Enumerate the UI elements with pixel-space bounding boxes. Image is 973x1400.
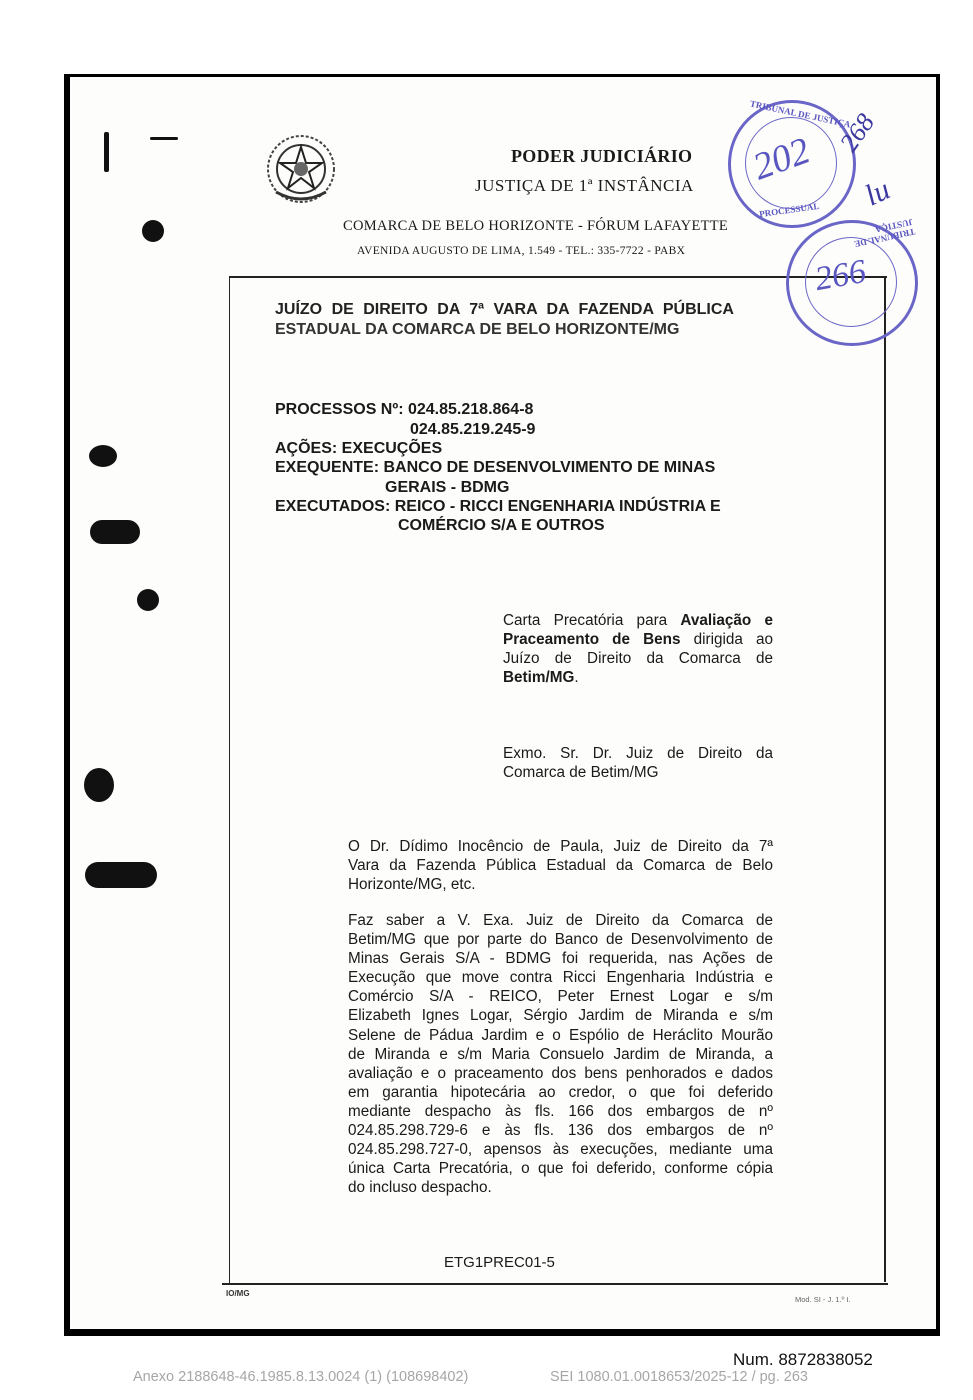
- executados-line: [275, 498, 721, 516]
- form-id-right: Mod. SI - J. 1.º I.: [795, 1295, 851, 1304]
- carta-line-2: Praceamento de Bens dirigida ao: [503, 631, 773, 649]
- paragraph-line: Horizonte/MG, etc.: [348, 876, 476, 894]
- punch-hole: [142, 220, 164, 242]
- carta-line-3: Juízo de Direito da Comarca de: [503, 650, 773, 668]
- paragraph-line: Comércio S/A - REICO, Peter Ernest Logar e s/m: [348, 988, 773, 1006]
- punch-hole: [137, 589, 159, 611]
- scan-mark: [104, 132, 109, 172]
- paragraph-line: avaliação e o praceamento dos bens penhorados e dados: [348, 1064, 773, 1082]
- paragraph-line: Betim/MG que por parte do Banco de Desenvolvimento de: [348, 931, 773, 949]
- exmo-block: [503, 744, 773, 782]
- paragraph-line: mediante despacho às fls. 166 dos embargos de nº: [348, 1102, 773, 1120]
- stamp-bottom-text: PROCESSUAL: [758, 200, 820, 220]
- exequente-name-2: GERAIS - BDMG: [385, 479, 510, 496]
- stamp-handwriting-266: 266: [812, 252, 869, 299]
- paragraph-line: do incluso despacho.: [348, 1179, 492, 1197]
- anexo-footer: Anexo 2188648-46.1985.8.13.0024 (1) (108698402): [133, 1369, 469, 1385]
- document-number: Num. 8872838052: [733, 1350, 873, 1369]
- paragraph-line: 024.85.298.727-0, apensos às execuções, mediante uma: [348, 1141, 773, 1159]
- carta-precatoria-block: [503, 611, 773, 687]
- header-justica: JUSTIÇA DE 1ª INSTÂNCIA: [475, 176, 694, 195]
- handwriting-268: 268: [834, 108, 881, 158]
- document-frame-right: [884, 276, 886, 1282]
- paragraph-line: Elizabeth Ignes Logar, Sérgio Jardim de Miranda e s/m: [348, 1007, 773, 1025]
- paragraph-line: Vara da Fazenda Pública Estadual da Comarca de Belo: [348, 857, 773, 875]
- footer-code: ETG1PREC01-5: [444, 1254, 555, 1271]
- stamp-handwriting-202: 202: [747, 129, 816, 189]
- court-stamp-bottom: [786, 216, 918, 346]
- punch-hole: [89, 445, 117, 467]
- paragraph-line: 024.85.298.729-6 e às fls. 136 dos embargos de nº: [348, 1122, 773, 1140]
- carta-line-4: Betim/MG.: [503, 669, 579, 687]
- paragraph-line: de Miranda e s/m Maria Consuelo Jardim de Miranda, a: [348, 1045, 773, 1063]
- exequente-line: [275, 459, 715, 477]
- coat-of-arms-emblem: [262, 130, 340, 208]
- document-frame-left: [229, 276, 230, 1284]
- processos-label-text: PROCESSOS Nº:: [275, 401, 404, 418]
- exmo-line-2: Comarca de Betim/MG: [503, 764, 659, 782]
- paragraph-line: Execução que move contra Ricci Engenharia Indústria e: [348, 969, 773, 987]
- acoes-line: AÇÕES: EXECUÇÕES: [275, 440, 443, 457]
- paragraph-line: O Dr. Dídimo Inocêncio de Paula, Juiz de Direito da 7ª: [348, 838, 773, 855]
- carta-line-1: Carta Precatória para Avaliação e: [503, 612, 773, 629]
- processo-num-1: 024.85.218.864-8: [407, 401, 534, 418]
- document-frame-bottom: [222, 1283, 888, 1285]
- paragraph-faz-saber: [348, 911, 773, 1197]
- sei-footer: SEI 1080.01.0018653/2025-12 / pg. 263: [550, 1369, 808, 1385]
- exmo-line-1: Exmo. Sr. Dr. Juiz de Direito da: [503, 745, 773, 762]
- form-id-left: IO/MG: [226, 1289, 250, 1298]
- punch-hole: [90, 520, 140, 544]
- exequente-label: EXEQUENTE:: [275, 459, 380, 476]
- court-stamp-top: [728, 100, 856, 228]
- punch-hole: [84, 768, 114, 802]
- executados-label: EXECUTADOS:: [275, 498, 391, 515]
- handwriting-initials: lu: [859, 172, 896, 213]
- punch-hole: [85, 862, 157, 888]
- paragraph-line: em garantia hipotecária ao credor, o que foi deferido: [348, 1083, 773, 1101]
- stamp-top-text-2: TRIBUNAL DE JUSTIÇA: [853, 216, 916, 250]
- juizo-line-2: ESTADUAL DA COMARCA DE BELO HORIZONTE/MG: [275, 321, 680, 338]
- scan-mark: [150, 137, 178, 140]
- paragraph-line: Selene de Pádua Jardim e o Espólio de Heráclito Mourão: [348, 1026, 773, 1044]
- paragraph-line: Minas Gerais S/A - BDMG foi requerida, nas Ações de: [348, 950, 773, 968]
- executados-name-1: REICO - RICCI ENGENHARIA INDÚSTRIA E: [394, 498, 721, 515]
- header-endereco: AVENIDA AUGUSTO DE LIMA, 1.549 - TEL.: 335-7722 - PABX: [357, 245, 686, 257]
- paragraph-line: Faz saber a V. Exa. Juiz de Direito da Comarca de: [348, 912, 773, 929]
- paragraph-line: única Carta Precatória, o que foi deferido, conforme cópia: [348, 1160, 773, 1178]
- header-comarca: COMARCA DE BELO HORIZONTE - FÓRUM LAFAYETTE: [343, 218, 729, 234]
- paragraph-dr-didimo: [348, 837, 773, 894]
- processos-label: [275, 401, 533, 419]
- juizo-line-1: JUÍZO DE DIREITO DA 7ª VARA DA FAZENDA PÚBLICA: [275, 301, 734, 318]
- header-poder-judiciario: PODER JUDICIÁRIO: [511, 146, 693, 166]
- processo-num-2: 024.85.219.245-9: [410, 421, 536, 438]
- stamp-top-text: TRIBUNAL DE JUSTIÇA: [749, 98, 852, 130]
- executados-name-2: COMÉRCIO S/A E OUTROS: [398, 517, 605, 534]
- exequente-name-1: BANCO DE DESENVOLVIMENTO DE MINAS: [383, 459, 716, 476]
